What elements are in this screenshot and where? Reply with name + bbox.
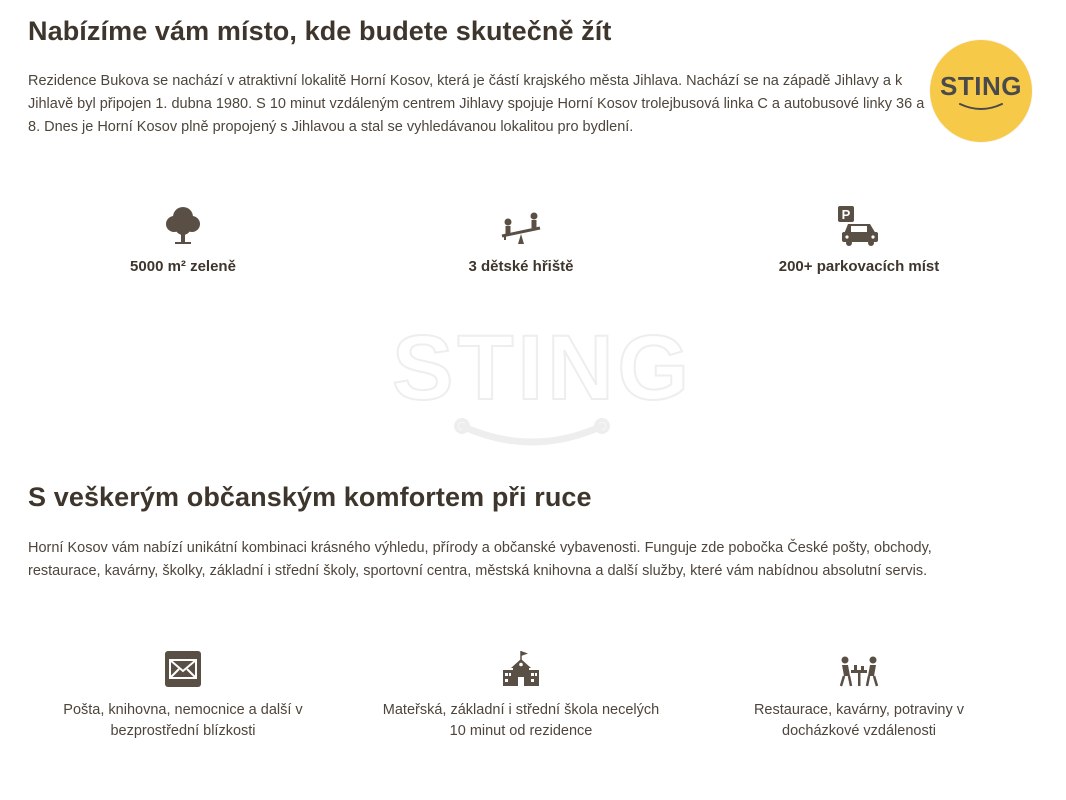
feature-label-line: bezprostřední blízkosti [110,723,256,739]
sting-watermark [392,317,694,482]
watermark-smile-icon [452,414,612,454]
feature-label: 200+ parkovacích míst [778,258,940,275]
feature-label [694,700,1024,742]
feature-label: 5000 m² zeleně [130,258,236,275]
intro-paragraph-location [28,70,924,139]
intro-line: 8. Dnes je Horní Kosov plně propojený s Jihlavou a stal se vyhledávanou lokalitou pro bydlení. [28,119,634,135]
intro-line: Jihlavě byl připojen 1. dubna 1980. S 10 minut vzdáleným centrem Jihlavy spojuje Horní Kosov trolejbusová linka C a autobusové linky 36 a [28,96,925,112]
logo-text: STING [940,71,1022,101]
intro-paragraph-amenities [28,537,932,583]
logo-smile-icon [956,101,1006,113]
feature-label: 3 dětské hřiště [468,258,574,275]
sting-logo [930,40,1032,142]
feature-label-line: Mateřská, základní i střední škola necelých [382,702,660,718]
feature-parking [694,204,1024,275]
parking-car-icon [836,204,882,246]
tree-icon [163,204,203,246]
section-title-place: Nabízíme vám místo, kde budete skutečně žít [28,16,612,46]
feature-label-line: Pošta, knihovna, nemocnice a další v [63,702,303,718]
feature-label [18,700,348,742]
feature-greenery [18,204,348,275]
intro-line: Rezidence Bukova se nachází v atraktivní lokalitě Horní Kosov, která je částí krajského města Jihlava. Nachází se na západě Jihlavy a k [28,73,903,89]
feature-restaurants [694,650,1024,742]
feature-schools [356,650,686,742]
svg-text:P: P [841,207,851,222]
feature-label [356,700,686,742]
feature-label-line: Restaurace, kavárny, potraviny v [753,702,965,718]
section-title-comfort: S veškerým občanským komfortem při ruce [28,482,592,512]
watermark-text: STING [392,317,694,419]
school-building-icon [501,650,541,688]
feature-label-line: 10 minut od rezidence [449,723,593,739]
feature-post-office [18,650,348,742]
restaurant-table-icon [837,650,881,688]
intro-line: restaurace, kavárny, školky, základní i střední školy, sportovní centra, městská knihovna a další služby, které vám nabídnou absolutní servis. [28,563,928,579]
envelope-icon [164,650,202,688]
playground-seesaw-icon [498,204,544,246]
intro-line: Horní Kosov vám nabízí unikátní kombinaci krásného výhledu, přírody a občanské vybavenosti. Funguje zde pobočka České pošty, obchody, [28,540,932,556]
feature-label-line: docházkové vzdálenosti [782,723,936,739]
feature-playgrounds [356,204,686,275]
